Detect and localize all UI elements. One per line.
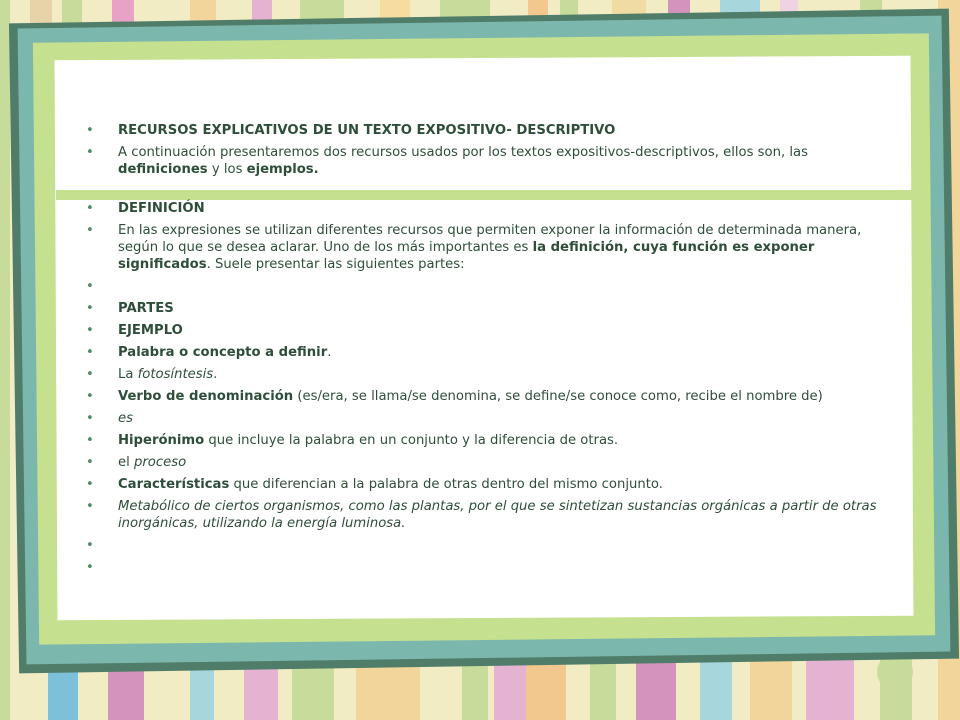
part-hiperonimo-rest: que incluye la palabra en un conjunto y la diferencia de otras. <box>204 433 619 448</box>
example-fotosintesis-italic: fotosíntesis <box>137 367 214 382</box>
intro-bold-ejemplos: ejemplos. <box>246 162 319 177</box>
example-item-es <box>84 410 894 427</box>
definicion-text-bold: la definición, cuya función es exponer significados <box>118 240 815 272</box>
example-es: es <box>118 411 133 426</box>
part-item-palabra <box>84 344 894 361</box>
ejemplo-label: EJEMPLO <box>118 323 183 338</box>
example-item-proceso <box>84 454 894 471</box>
part-verbo-rest: (es/era, se llama/se denomina, se define/se conoce como, recibe el nombre de) <box>293 389 823 404</box>
example-fotosintesis-plain: La <box>118 367 138 382</box>
intro-bold-definiciones: definiciones <box>118 162 208 177</box>
part-caracteristicas-bold: Características <box>118 477 230 492</box>
definicion-heading: DEFINICIÓN <box>118 201 205 216</box>
intro-bullet <box>84 144 894 178</box>
example-item-fotosintesis <box>84 366 894 383</box>
heading-bullet <box>84 122 894 139</box>
definicion-text-bullet <box>84 222 894 273</box>
definicion-text-part1: En las expresiones se utilizan diferentes recursos que permiten exponer la información de determinada manera, según lo que se desea aclarar. Uno de los más importantes es <box>118 223 862 255</box>
definicion-heading-bullet <box>84 200 894 217</box>
partes-label: PARTES <box>118 301 174 316</box>
slide-text-body <box>84 122 894 581</box>
definicion-text-part2: . Suele presentar las siguientes partes: <box>206 257 465 272</box>
part-palabra-rest: . <box>327 345 332 360</box>
part-palabra-bold: Palabra o concepto a definir <box>118 345 328 360</box>
ejemplo-bullet <box>84 322 894 339</box>
part-item-hiperonimo <box>84 432 894 449</box>
partes-bullet <box>84 300 894 317</box>
example-metabolico: Metabólico de ciertos organismos, como las plantas, por el que se sintetizan sustancias orgánicas a partir de otras inorgánicas, utilizando la energía luminosa. <box>118 499 877 531</box>
empty-bullet <box>84 278 894 295</box>
empty-bullet <box>84 559 894 576</box>
slide-heading: RECURSOS EXPLICATIVOS DE UN TEXTO EXPOSITIVO- DESCRIPTIVO <box>118 123 616 138</box>
part-item-caracteristicas <box>84 476 894 493</box>
part-hiperonimo-bold: Hiperónimo <box>118 433 205 448</box>
part-caracteristicas-rest: que diferencian a la palabra de otras dentro del mismo conjunto. <box>229 477 663 492</box>
empty-bullet <box>84 537 894 554</box>
intro-text-part1: A continuación presentaremos dos recursos usados por los textos expositivos-descriptivos, ellos son, las <box>118 145 808 160</box>
intro-text-part2: y los <box>207 162 247 177</box>
example-proceso-italic: proceso <box>133 455 187 470</box>
example-proceso-plain: el <box>118 455 134 470</box>
example-item-metabolico <box>84 498 894 532</box>
example-fotosintesis-rest: . <box>213 367 218 382</box>
part-verbo-bold: Verbo de denominación <box>118 389 294 404</box>
part-item-verbo <box>84 388 894 405</box>
